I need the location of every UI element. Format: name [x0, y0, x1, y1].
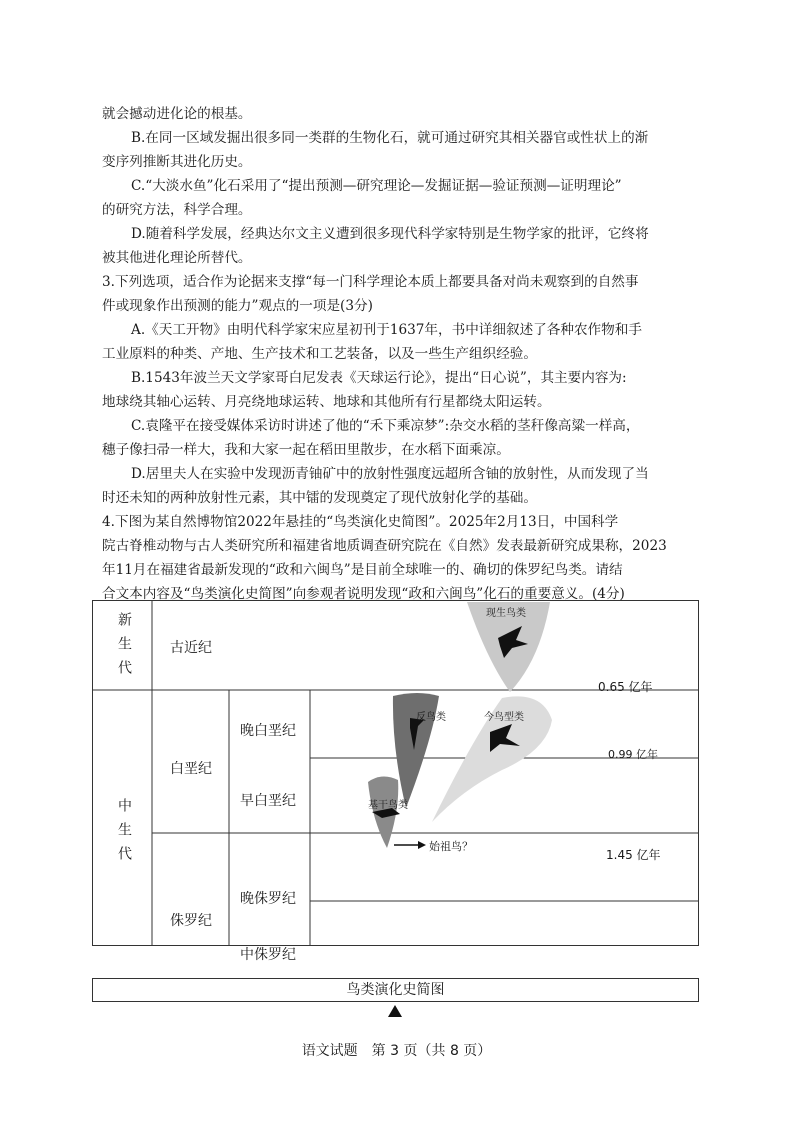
triangle-marker-icon	[388, 1005, 402, 1017]
period-cretaceous: 白垩纪	[170, 761, 212, 777]
era-mesozoic: 中生代	[116, 798, 132, 870]
page-footer: 语文试题 第 3 页（共 8 页）	[301, 1043, 492, 1059]
period-jurassic: 侏罗纪	[170, 913, 212, 929]
epoch-early-cretaceous: 早白垩纪	[240, 793, 296, 809]
question-3: 3.下列选项，适合作为论据来支撑“每一门科学理论本质上都要具备对尚未观察到的自然事	[102, 274, 639, 290]
time-label: 0.99 亿年	[608, 748, 658, 761]
epoch-late-cretaceous: 晚白垩纪	[240, 723, 296, 739]
label-ornithuromorpha: 今鸟型类	[484, 712, 524, 723]
arrow-head	[418, 841, 426, 849]
text-line: 院古脊椎动物与古人类研究所和福建省地质调查研究院在《自然》发表最新研究成果称，2023	[102, 538, 667, 554]
text-line: 合文本内容及“鸟类演化史简图”向参观者说明发现“政和六闽鸟”化石的重要意义。(4分)	[102, 586, 625, 602]
era-cenozoic: 新生代	[116, 612, 132, 684]
time-label: 0.65 亿年	[598, 680, 653, 694]
option-d-line: D.随着科学发展，经典达尔文主义遭到很多现代科学家特别是生物学家的批评，它终将	[131, 226, 649, 242]
label-basal-birds: 基干鸟类	[368, 800, 408, 811]
label-modern-birds: 现生鸟类	[486, 608, 526, 619]
text-line: 时还未知的两种放射性元素，其中镭的发现奠定了现代放射化学的基础。	[102, 490, 537, 506]
text-line: 被其他进化理论所替代。	[102, 250, 252, 266]
text-line: 的研究方法，科学合理。	[102, 202, 252, 218]
option-a-line: A.《天工开物》由明代科学家宋应星初刊于1637年，书中详细叙述了各种农作物和手	[131, 322, 642, 338]
period-paleogene: 古近纪	[170, 640, 212, 656]
text-line: 地球绕其轴心运转、月亮绕地球运转、地球和其他所有行星都绕太阳运转。	[102, 394, 551, 410]
option-c-line: C.袁隆平在接受媒体采访时讲述了他的“禾下乘凉梦”:杂交水稻的茎秆像高粱一样高，	[131, 418, 640, 434]
text-line: 工业原料的种类、产地、生产技术和工艺装备，以及一些生产组织经验。	[102, 346, 537, 362]
text-line: 变序列推断其进化历史。	[102, 154, 252, 170]
option-d-line: D.居里夫人在实验中发现沥青铀矿中的放射性强度远超所含铀的放射性，从而发现了当	[131, 466, 649, 482]
option-b-line: B.在同一区域发掘出很多同一类群的生物化石，就可通过研究其相关器官或性状上的渐	[131, 130, 649, 146]
label-archaeopteryx: 始祖鸟？	[429, 840, 473, 853]
question-4: 4.下图为某自然博物馆2022年悬挂的“鸟类演化史简图”。2025年2月13日，中国科学	[102, 514, 619, 530]
bird-evolution-figure	[92, 600, 699, 963]
text-line: 年11月在福建省最新发现的“政和六闽鸟”是目前全球唯一的、确切的侏罗纪鸟类。请结	[102, 562, 623, 578]
text-line: 穗子像扫帚一样大，我和大家一起在稻田里散步，在水稻下面乘凉。	[102, 442, 510, 458]
epoch-middle-jurassic: 中侏罗纪	[240, 947, 296, 963]
figure-caption: 鸟类演化史简图	[92, 978, 699, 1002]
text-line: 就会撼动进化论的根基。	[102, 106, 252, 122]
text-line: 件或现象作出预测的能力”观点的一项是(3分)	[102, 298, 373, 314]
option-b-line: B.1543年波兰天文学家哥白尼发表《天球运行论》，提出“日心说”，其主要内容为:	[131, 370, 627, 386]
label-enantiornithes: 反鸟类	[416, 712, 446, 723]
option-c-line: C.“大淡水鱼”化石采用了“提出预测—研究理论—发掘证据—验证预测—证明理论”	[131, 178, 622, 194]
time-label: 1.45 亿年	[606, 848, 661, 862]
epoch-late-jurassic: 晚侏罗纪	[240, 891, 296, 907]
